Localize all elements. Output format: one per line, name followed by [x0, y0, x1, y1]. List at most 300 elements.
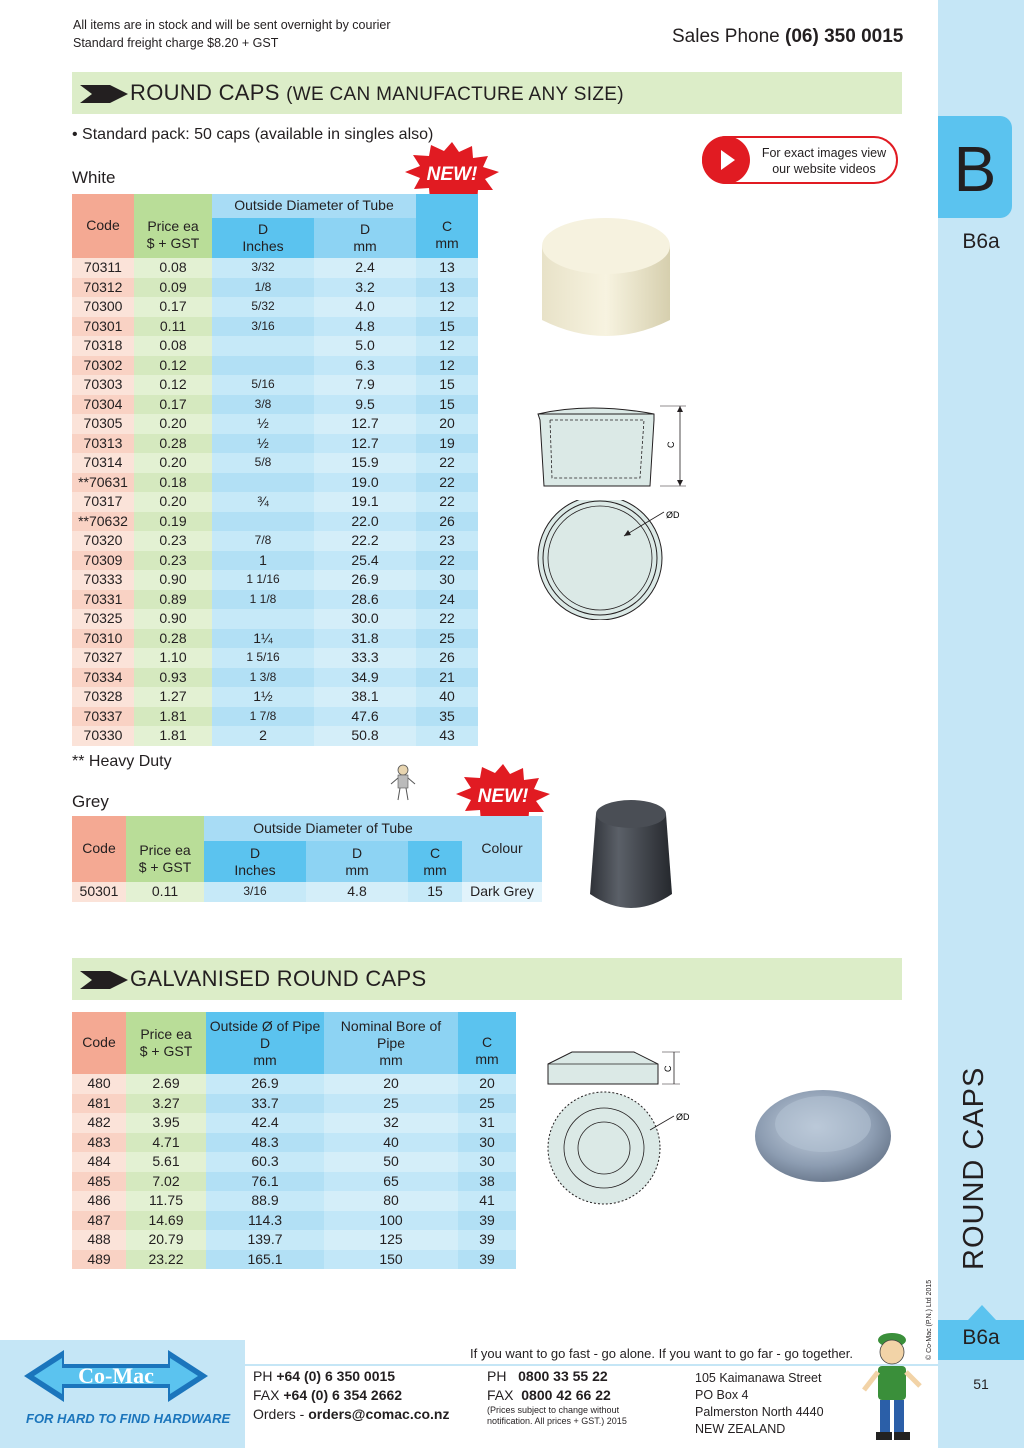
galv-cap-side-diagram — [544, 1044, 684, 1088]
galv-col-code: Code — [72, 1012, 126, 1074]
white-cell: 5/32 — [212, 297, 314, 317]
arrow-icon — [80, 971, 128, 989]
white-cap-side-diagram — [530, 398, 690, 494]
galv-cell: 39 — [458, 1230, 516, 1250]
white-cell — [212, 473, 314, 493]
section-banner-galvanised — [72, 958, 902, 1000]
white-cell: 0.08 — [134, 258, 212, 278]
white-cell: 15.9 — [314, 453, 416, 473]
footer-fax2-line — [487, 1386, 627, 1405]
galv-cell: 39 — [458, 1211, 516, 1231]
white-cell: 70314 — [72, 453, 134, 473]
new-badge-text: NEW! — [426, 164, 478, 185]
galv-col-price — [126, 1012, 206, 1074]
galv-cap-top-diagram — [546, 1090, 706, 1210]
white-cell: 0.90 — [134, 609, 212, 629]
grey-col-d-inches — [204, 841, 306, 882]
orders-email[interactable]: orders@comac.co.nz — [308, 1406, 450, 1422]
arrow-icon — [80, 85, 128, 103]
footer-address — [695, 1370, 824, 1438]
white-cell: 70300 — [72, 297, 134, 317]
galv-cell: 26.9 — [206, 1074, 324, 1094]
footer-disclaimer-1: (Prices subject to change without — [487, 1405, 620, 1415]
grey-col-d-inches-line1: D — [249, 844, 261, 861]
section-letter: B — [953, 133, 997, 205]
galv-col-od-line1: Outside Ø of Pipe — [209, 1017, 321, 1034]
table-row — [72, 648, 478, 668]
white-cell: 25.4 — [314, 551, 416, 571]
col-price — [134, 194, 212, 258]
mascot-small-icon — [388, 762, 418, 802]
white-cell: 38.1 — [314, 687, 416, 707]
white-cell: 3/8 — [212, 395, 314, 415]
white-cell: 9.5 — [314, 395, 416, 415]
grey-cell: 15 — [408, 882, 462, 902]
section2-title: GALVANISED ROUND CAPS — [130, 966, 427, 991]
grey-col-d-mm — [306, 841, 408, 882]
addr-line-1: 105 Kaimanawa Street — [695, 1371, 822, 1385]
white-cell: 1 3/8 — [212, 668, 314, 688]
col-d-mm-line2: mm — [353, 238, 377, 254]
galv-col-c-line1: C — [481, 1034, 493, 1050]
col-d-inches-line1: D — [257, 221, 269, 237]
galv-cell: 165.1 — [206, 1250, 324, 1270]
table-row — [72, 453, 478, 473]
tab-notch — [968, 1305, 996, 1320]
galv-cell: 20.79 — [126, 1230, 206, 1250]
grey-col-colour: Colour — [462, 816, 542, 882]
white-cell: 1.10 — [134, 648, 212, 668]
table-row — [72, 356, 478, 376]
c-label: C — [666, 441, 676, 448]
video-link-button[interactable] — [702, 136, 898, 184]
galv-cell: 80 — [324, 1191, 458, 1211]
white-cell: 0.08 — [134, 336, 212, 356]
white-cell: 0.18 — [134, 473, 212, 493]
white-cell: 1.27 — [134, 687, 212, 707]
table-row — [72, 707, 478, 727]
fax2-label: FAX — [487, 1387, 514, 1403]
galv-cell: 3.27 — [126, 1094, 206, 1114]
white-cell: 22 — [416, 453, 478, 473]
white-cell: 30.0 — [314, 609, 416, 629]
white-cell: 0.20 — [134, 414, 212, 434]
grey-col-code: Code — [72, 816, 126, 882]
table-row — [72, 297, 478, 317]
white-cell: 12 — [416, 336, 478, 356]
white-cell: 3.2 — [314, 278, 416, 298]
galv-cell: 38 — [458, 1172, 516, 1192]
page-number: 51 — [973, 1376, 989, 1392]
white-cell: 1 1/16 — [212, 570, 314, 590]
footer-contact-1 — [253, 1367, 450, 1424]
galv-col-price-line2: $ + GST — [139, 1043, 193, 1059]
galv-cell: 2.69 — [126, 1074, 206, 1094]
white-subtitle: White — [72, 168, 116, 187]
galv-cell: 139.7 — [206, 1230, 324, 1250]
galv-cell: 484 — [72, 1152, 126, 1172]
galv-cell: 125 — [324, 1230, 458, 1250]
galv-cell: 25 — [324, 1094, 458, 1114]
vertical-title: ROUND CAPS — [958, 1066, 990, 1270]
video-link-text — [756, 145, 892, 177]
white-cell: 15 — [416, 317, 478, 337]
col-price-line2: $ + GST — [146, 235, 200, 251]
galv-cell: 489 — [72, 1250, 126, 1270]
grey-cell: 4.8 — [306, 882, 408, 902]
white-cell: 22 — [416, 551, 478, 571]
table-row — [72, 473, 478, 493]
footer-contact-2 — [487, 1367, 627, 1427]
galv-cap-photo — [752, 1076, 894, 1188]
white-cell: 22.0 — [314, 512, 416, 532]
page-code-bottom: B6a — [962, 1326, 1000, 1349]
footer-fax-line — [253, 1386, 450, 1405]
table-row — [72, 278, 478, 298]
pack-note: • Standard pack: 50 caps (available in singles also) — [72, 126, 434, 143]
grey-cell: 3/16 — [204, 882, 306, 902]
footer-orders-line — [253, 1405, 450, 1424]
galv-cell: 25 — [458, 1094, 516, 1114]
galv-cell: 11.75 — [126, 1191, 206, 1211]
galv-cell: 485 — [72, 1172, 126, 1192]
white-cell: 19.1 — [314, 492, 416, 512]
white-cell: 70312 — [72, 278, 134, 298]
title-suffix: (WE CAN MANUFACTURE ANY SIZE) — [286, 84, 624, 105]
white-cell: 1/8 — [212, 278, 314, 298]
col-price-line1: Price ea — [147, 218, 199, 234]
title-main: ROUND CAPS — [130, 80, 280, 105]
table-row — [72, 1191, 516, 1211]
white-cell: 70320 — [72, 531, 134, 551]
section-banner-round-caps — [72, 72, 902, 114]
white-cell: 1.81 — [134, 726, 212, 746]
white-cell: 70333 — [72, 570, 134, 590]
white-cell: 0.23 — [134, 551, 212, 571]
white-cell: 70325 — [72, 609, 134, 629]
grey-col-d-mm-line2: mm — [345, 861, 369, 878]
white-cell: 1 1/8 — [212, 590, 314, 610]
galv-cell: 40 — [324, 1133, 458, 1153]
white-cell: 21 — [416, 668, 478, 688]
white-cell: 0.11 — [134, 317, 212, 337]
table-row — [72, 551, 478, 571]
white-cell: 0.20 — [134, 453, 212, 473]
galv-cell: 488 — [72, 1230, 126, 1250]
galv-col-od-line3: mm — [253, 1051, 277, 1068]
white-cell: 23 — [416, 531, 478, 551]
table-row — [72, 317, 478, 337]
galv-col-nominal-bore — [324, 1012, 458, 1074]
galv-cell: 42.4 — [206, 1113, 324, 1133]
table-row — [72, 1211, 516, 1231]
white-cell: 70318 — [72, 336, 134, 356]
galv-cell: 3.95 — [126, 1113, 206, 1133]
white-cell: 22 — [416, 492, 478, 512]
white-cell: 22 — [416, 473, 478, 493]
table-row — [72, 882, 542, 902]
comac-logo — [24, 1346, 208, 1406]
white-cell: 43 — [416, 726, 478, 746]
white-cell: 70310 — [72, 629, 134, 649]
sales-phone — [672, 26, 903, 48]
white-cell: 26 — [416, 512, 478, 532]
white-cell: 25 — [416, 629, 478, 649]
orders-label: Orders - — [253, 1406, 305, 1422]
white-cell: 3/32 — [212, 258, 314, 278]
table-row — [72, 434, 478, 454]
white-cell: 22 — [416, 609, 478, 629]
white-cell: 0.28 — [134, 629, 212, 649]
white-cell — [212, 512, 314, 532]
white-cell: 70334 — [72, 668, 134, 688]
table-row — [72, 395, 478, 415]
white-cell: 70317 — [72, 492, 134, 512]
galv-col-nb-line3: mm — [379, 1051, 403, 1068]
white-cell: 0.17 — [134, 395, 212, 415]
white-cell: 70309 — [72, 551, 134, 571]
col-c-line2: mm — [435, 235, 459, 251]
footer-divider — [245, 1364, 938, 1366]
col-d-inches — [212, 218, 314, 258]
white-cell: 12.7 — [314, 434, 416, 454]
white-cell: 24 — [416, 590, 478, 610]
grey-cell: 50301 — [72, 882, 126, 902]
white-cell: 0.90 — [134, 570, 212, 590]
galv-cell: 20 — [324, 1074, 458, 1094]
footer-disclaimer-2: notification. All prices + GST.) 2015 — [487, 1416, 627, 1426]
galv-cell: 88.9 — [206, 1191, 324, 1211]
white-cell: 6.3 — [314, 356, 416, 376]
galv-cell: 33.7 — [206, 1094, 324, 1114]
stock-line-2: Standard freight charge $8.20 + GST — [73, 36, 279, 50]
galv-cell: 114.3 — [206, 1211, 324, 1231]
table-row — [72, 258, 478, 278]
white-cell: 0.09 — [134, 278, 212, 298]
col-d-mm — [314, 218, 416, 258]
galv-cell: 48.3 — [206, 1133, 324, 1153]
white-cell: 70304 — [72, 395, 134, 415]
galv-cell: 100 — [324, 1211, 458, 1231]
white-cell: 19.0 — [314, 473, 416, 493]
grey-col-group-od: Outside Diameter of Tube — [204, 816, 462, 841]
white-cell: 47.6 — [314, 707, 416, 727]
white-cell: 12.7 — [314, 414, 416, 434]
fax-number: +64 (0) 6 354 2662 — [283, 1387, 403, 1403]
galv-cell: 483 — [72, 1133, 126, 1153]
white-cell: 15 — [416, 375, 478, 395]
table-row — [72, 512, 478, 532]
table-row — [72, 1230, 516, 1250]
galv-cell: 5.61 — [126, 1152, 206, 1172]
table-row — [72, 375, 478, 395]
galv-cell: 487 — [72, 1211, 126, 1231]
copyright: © Co-Mac (P.N.) Ltd 2015 — [926, 1279, 933, 1360]
white-cell: 7.9 — [314, 375, 416, 395]
video-text-line-1: For exact images view — [761, 146, 887, 160]
galv-cell: 65 — [324, 1172, 458, 1192]
white-cell: ½ — [212, 434, 314, 454]
white-cell: 1¼ — [212, 629, 314, 649]
table-row — [72, 1250, 516, 1270]
white-cell: 22.2 — [314, 531, 416, 551]
grey-col-d-mm-line1: D — [351, 844, 363, 861]
white-cell: 3/16 — [212, 317, 314, 337]
white-cell: 13 — [416, 278, 478, 298]
white-cell: 70331 — [72, 590, 134, 610]
addr-line-2: PO Box 4 — [695, 1388, 749, 1402]
grey-col-c-line1: C — [429, 844, 441, 861]
grey-cell: Dark Grey — [462, 882, 542, 902]
table-row — [72, 492, 478, 512]
galv-col-nb-line2: Pipe — [376, 1034, 406, 1051]
white-cell: ¾ — [212, 492, 314, 512]
grey-col-c-line2: mm — [423, 861, 447, 878]
col-code: Code — [72, 194, 134, 258]
white-cell — [212, 609, 314, 629]
stock-line-1: All items are in stock and will be sent overnight by courier — [73, 18, 391, 32]
ph2-label: PH — [487, 1368, 507, 1384]
new-badge-text-grey: NEW! — [477, 786, 529, 807]
white-cell: **70631 — [72, 473, 134, 493]
galv-cell: 14.69 — [126, 1211, 206, 1231]
white-cell: 1.81 — [134, 707, 212, 727]
galv-cell: 23.22 — [126, 1250, 206, 1270]
table-row — [72, 590, 478, 610]
galv-c-label: C — [663, 1065, 673, 1072]
white-cell: 28.6 — [314, 590, 416, 610]
white-cell: 0.20 — [134, 492, 212, 512]
footer-quote: If you want to go fast - go alone. If you want to go far - go together. — [470, 1346, 854, 1361]
col-c — [416, 194, 478, 258]
galv-cell: 482 — [72, 1113, 126, 1133]
white-cell: 5/8 — [212, 453, 314, 473]
white-cell: 0.19 — [134, 512, 212, 532]
white-cell: 13 — [416, 258, 478, 278]
white-cell: 70305 — [72, 414, 134, 434]
white-cell: 70328 — [72, 687, 134, 707]
table-row — [72, 336, 478, 356]
galv-d-label: ØD — [676, 1112, 690, 1122]
col-group-od: Outside Diameter of Tube — [212, 194, 416, 218]
white-cell: 0.12 — [134, 356, 212, 376]
ph-number: +64 (0) 6 350 0015 — [276, 1368, 396, 1384]
galv-cell: 481 — [72, 1094, 126, 1114]
galv-cell: 7.02 — [126, 1172, 206, 1192]
col-d-mm-line1: D — [359, 221, 371, 237]
grey-col-price-line2: $ + GST — [138, 859, 192, 875]
grey-col-price-line1: Price ea — [139, 842, 191, 858]
white-cell: 15 — [416, 395, 478, 415]
table-row — [72, 1172, 516, 1192]
table-row — [72, 1133, 516, 1153]
col-d-inches-line2: Inches — [242, 238, 284, 254]
galv-col-nb-line1: Nominal Bore of — [340, 1017, 442, 1034]
white-cell: 70302 — [72, 356, 134, 376]
white-cell: 70311 — [72, 258, 134, 278]
galvanised-caps-table — [72, 1012, 516, 1269]
white-cell: 2.4 — [314, 258, 416, 278]
white-cell: 31.8 — [314, 629, 416, 649]
footer-ph2-line — [487, 1367, 627, 1386]
footer-ph-line — [253, 1367, 450, 1386]
white-cell: 0.12 — [134, 375, 212, 395]
white-cell: 5/16 — [212, 375, 314, 395]
white-cell: 19 — [416, 434, 478, 454]
white-cell: 70330 — [72, 726, 134, 746]
galv-col-od — [206, 1012, 324, 1074]
galv-cell: 31 — [458, 1113, 516, 1133]
white-cell: 1 — [212, 551, 314, 571]
galv-cell: 39 — [458, 1250, 516, 1270]
table-row — [72, 1113, 516, 1133]
galv-col-c — [458, 1012, 516, 1074]
galv-col-od-line2: D — [259, 1034, 271, 1051]
fax2-number: 0800 42 66 22 — [521, 1387, 611, 1403]
section-title — [130, 80, 624, 106]
logo-text: Co-Mac — [78, 1363, 154, 1388]
white-cap-photo — [538, 212, 674, 352]
white-cell: 70337 — [72, 707, 134, 727]
white-cell: 34.9 — [314, 668, 416, 688]
galv-cell: 20 — [458, 1074, 516, 1094]
grey-col-d-inches-line2: Inches — [234, 861, 276, 878]
table-row — [72, 629, 478, 649]
sales-label: Sales Phone — [672, 26, 780, 47]
page-code-top: B6a — [962, 230, 1000, 253]
white-cell: 0.89 — [134, 590, 212, 610]
table-row — [72, 531, 478, 551]
white-cell: 2 — [212, 726, 314, 746]
white-cell: 26 — [416, 648, 478, 668]
white-cell: 12 — [416, 297, 478, 317]
ph2-number: 0800 33 55 22 — [518, 1368, 608, 1384]
table-row — [72, 1094, 516, 1114]
addr-line-4: NEW ZEALAND — [695, 1422, 786, 1436]
stock-note — [73, 16, 391, 52]
table-row — [72, 1074, 516, 1094]
white-cell: 0.28 — [134, 434, 212, 454]
galv-col-price-line1: Price ea — [140, 1026, 192, 1042]
galv-cell: 150 — [324, 1250, 458, 1270]
galv-cell: 4.71 — [126, 1133, 206, 1153]
white-cell — [212, 356, 314, 376]
play-icon — [702, 136, 750, 184]
table-row — [72, 687, 478, 707]
table-row — [72, 1152, 516, 1172]
white-cell: 0.93 — [134, 668, 212, 688]
white-cell: 7/8 — [212, 531, 314, 551]
table-row — [72, 414, 478, 434]
galv-cell: 30 — [458, 1152, 516, 1172]
white-cell: 1 5/16 — [212, 648, 314, 668]
white-cell: 50.8 — [314, 726, 416, 746]
white-cell: 5.0 — [314, 336, 416, 356]
white-cell: 4.0 — [314, 297, 416, 317]
galv-cell: 480 — [72, 1074, 126, 1094]
heavy-duty-note: ** Heavy Duty — [72, 753, 172, 770]
white-cell: 1½ — [212, 687, 314, 707]
grey-subtitle: Grey — [72, 792, 109, 811]
grey-col-price — [126, 816, 204, 882]
white-cell: 20 — [416, 414, 478, 434]
ph-label: PH — [253, 1368, 273, 1384]
galv-col-c-line2: mm — [475, 1051, 499, 1067]
white-cell: 40 — [416, 687, 478, 707]
white-cell: 0.17 — [134, 297, 212, 317]
table-row — [72, 726, 478, 746]
mascot-icon — [858, 1328, 928, 1446]
